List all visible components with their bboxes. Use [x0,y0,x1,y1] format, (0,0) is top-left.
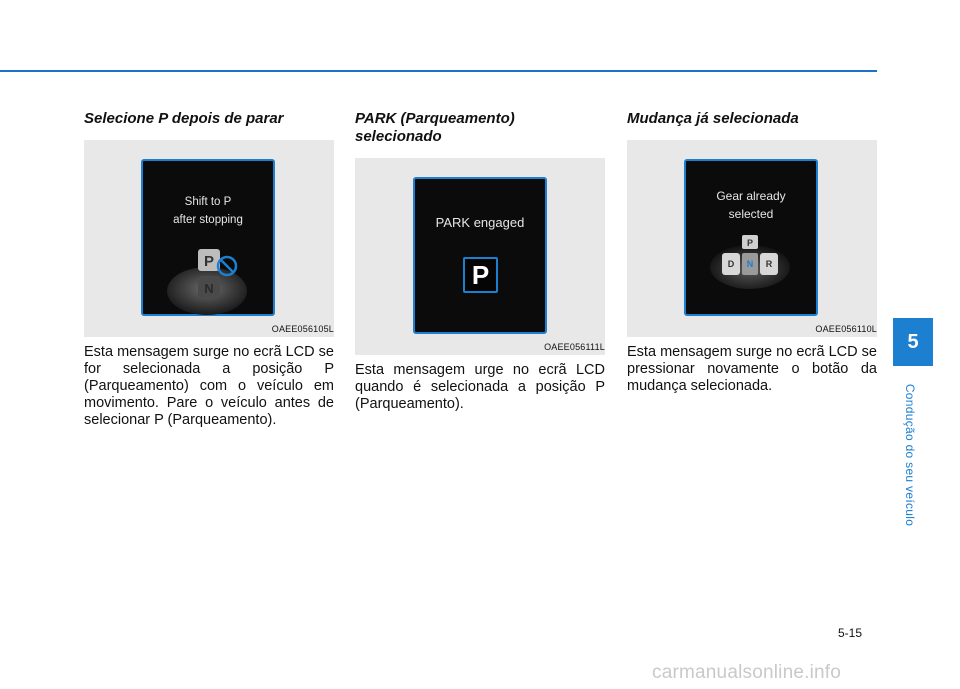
lcd-screen [684,159,818,316]
section-park-engaged [355,110,605,413]
gear-n-label: N [746,259,754,269]
figure-code: OAEE056111L [544,342,605,352]
section-heading: Selecione P depois de parar [84,110,284,127]
gear-p-indicator [463,257,498,293]
lcd-screen [141,159,275,316]
chapter-number-tab: 5 [893,318,933,366]
svg-text:P: P [203,253,215,270]
gear-r-label: R [765,259,773,269]
gear-d-label: D [727,259,735,269]
watermark: carmanualsonline.info [652,662,842,683]
screen-message-line-1: Shift to P [184,196,232,208]
page-number: 5-15 [838,626,863,640]
screen-message-line-2: after stopping [173,214,243,226]
section-gear-already-selected [627,110,877,395]
figure-code: OAEE056110L [815,324,877,334]
top-rule [0,70,877,72]
gear-p-label: P [746,238,754,248]
gear-buttons-icon [143,236,273,316]
section-heading: PARK (Parqueamento) selecionado [355,110,515,145]
gear-letter: P [471,260,490,290]
gear-selector-icon [686,231,816,291]
figure-park-engaged [355,158,605,355]
section-body: Esta mensagem surge no ecrã LCD se for selecionada a posição P (Parqueamento) com o veículo em movimento. Pare o veículo antes de selecionar P (Parqueamento). [84,344,334,428]
section-body: Esta mensagem urge no ecrã LCD quando é selecionada a posição P (Parqueamento). [355,362,605,412]
chapter-title [900,375,920,535]
section-body: Esta mensagem surge no ecrã LCD se pressionar novamente o botão da mudança selecionada. [627,344,877,394]
svg-text:N: N [204,281,214,296]
figure-shift-to-p [84,140,334,337]
screen-message-line-2: selected [728,207,774,221]
section-heading: Mudança já selecionada [627,110,799,127]
chapter-title-text: Condução do seu veículo [903,383,917,527]
figure-code: OAEE056105L [271,324,334,334]
section-select-p [84,110,334,429]
figure-gear-already-selected [627,140,877,337]
lcd-screen [413,177,547,334]
screen-message: PARK engaged [435,215,525,230]
screen-message-line-1: Gear already [716,189,786,203]
